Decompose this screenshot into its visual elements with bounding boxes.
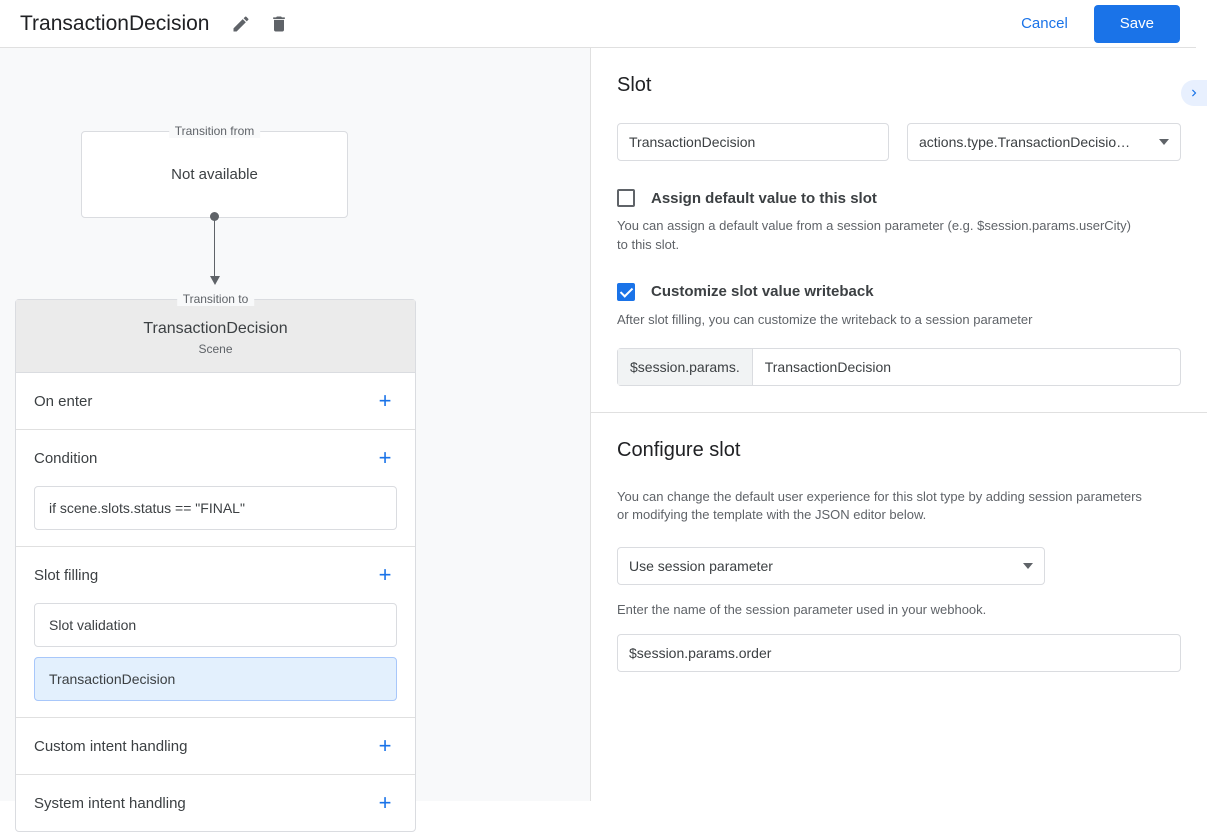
main-body	[0, 48, 1196, 815]
list-item-slot-validation[interactable]: Slot validation	[34, 603, 397, 647]
transition-to-legend: Transition to	[177, 292, 255, 306]
section-label: Slot filling	[34, 566, 99, 584]
section-label: Custom intent handling	[34, 737, 188, 755]
scene-section-condition	[16, 430, 415, 547]
scene-section-custom-intent-handling	[16, 718, 415, 775]
scene-section-system-intent-handling	[16, 775, 415, 831]
customize-writeback-row	[591, 283, 1207, 301]
section-label: On enter	[34, 392, 93, 410]
writeback-input[interactable]: TransactionDecision	[764, 358, 892, 375]
section-body-slot-filling	[16, 603, 415, 717]
writeback-input-group	[617, 348, 1181, 386]
section-header-condition[interactable]	[16, 430, 415, 486]
slot-type-value: actions.type.TransactionDecisio…	[919, 134, 1131, 150]
list-item-transaction-decision[interactable]: TransactionDecision	[34, 657, 397, 701]
list-item[interactable]: if scene.slots.status == "FINAL"	[34, 486, 397, 530]
assign-default-checkbox[interactable]	[617, 189, 635, 207]
add-slot-filling-button[interactable]: +	[378, 562, 392, 587]
configure-slot-description: You can change the default user experience for this slot type by adding session parameters or modifying the template with the JSON editor below.	[617, 488, 1142, 523]
scene-card	[15, 292, 416, 832]
slot-section-title: Slot	[617, 74, 652, 96]
customize-writeback-label: Customize slot value writeback	[651, 283, 874, 301]
cancel-button[interactable]: Cancel	[1007, 7, 1082, 40]
scene-subtitle: Scene	[198, 342, 233, 356]
slot-fields-row	[591, 123, 1207, 161]
connector-line	[214, 216, 215, 278]
transition-from-legend: Transition from	[169, 124, 261, 138]
add-condition-button[interactable]: +	[378, 445, 392, 470]
add-custom-intent-button[interactable]: +	[378, 733, 392, 758]
transition-from-value: Not available	[171, 166, 258, 183]
section-header-custom-intent-handling[interactable]	[16, 718, 415, 774]
section-header-system-intent-handling[interactable]	[16, 775, 415, 831]
assign-default-row	[591, 189, 1207, 207]
section-header-slot-filling[interactable]	[16, 547, 415, 603]
session-parameter-input[interactable]: $session.params.order	[617, 634, 1181, 672]
slot-section	[591, 48, 1207, 413]
scene-graph-panel	[0, 48, 591, 815]
customize-writeback-help: After slot filling, you can customize the writeback to a session parameter	[617, 311, 1033, 327]
scene-section-slot-filling	[16, 547, 415, 718]
scene-section-on-enter	[16, 373, 415, 430]
connector-arrow-icon	[210, 276, 220, 285]
customize-writeback-checkbox[interactable]	[617, 283, 635, 301]
session-parameter-select[interactable]	[617, 547, 1045, 585]
add-system-intent-button[interactable]: +	[378, 790, 392, 815]
chevron-right-icon[interactable]	[1181, 80, 1207, 106]
configure-slot-section	[591, 413, 1207, 673]
section-body-condition	[16, 486, 415, 546]
page-title: TransactionDecision	[20, 11, 210, 35]
assign-default-help: You can assign a default value from a session parameter (e.g. $session.params.userCity) to this slot.	[617, 218, 1132, 252]
add-on-enter-button[interactable]: +	[378, 388, 392, 413]
slot-name-input[interactable]: TransactionDecision	[617, 123, 889, 161]
slot-details-panel	[591, 48, 1207, 801]
app-header	[0, 0, 1196, 48]
transition-from-card[interactable]	[81, 124, 348, 218]
trash-icon[interactable]	[263, 8, 295, 40]
configure-slot-title: Configure slot	[617, 438, 741, 461]
chevron-down-icon	[1023, 563, 1033, 569]
slot-type-select[interactable]	[907, 123, 1181, 161]
writeback-prefix-label: $session.params.	[618, 349, 753, 385]
assign-default-label: Assign default value to this slot	[651, 189, 877, 207]
graph-connector	[214, 216, 216, 291]
scene-title: TransactionDecision	[143, 320, 288, 337]
section-header-on-enter[interactable]	[16, 373, 415, 429]
pencil-icon[interactable]	[225, 8, 257, 40]
scene-header	[16, 292, 415, 373]
chevron-down-icon	[1159, 139, 1169, 145]
section-label: System intent handling	[34, 794, 186, 812]
section-label: Condition	[34, 449, 98, 467]
session-parameter-select-value: Use session parameter	[629, 558, 773, 575]
save-button[interactable]: Save	[1094, 5, 1180, 43]
session-parameter-help: Enter the name of the session parameter used in your webhook.	[617, 602, 987, 618]
